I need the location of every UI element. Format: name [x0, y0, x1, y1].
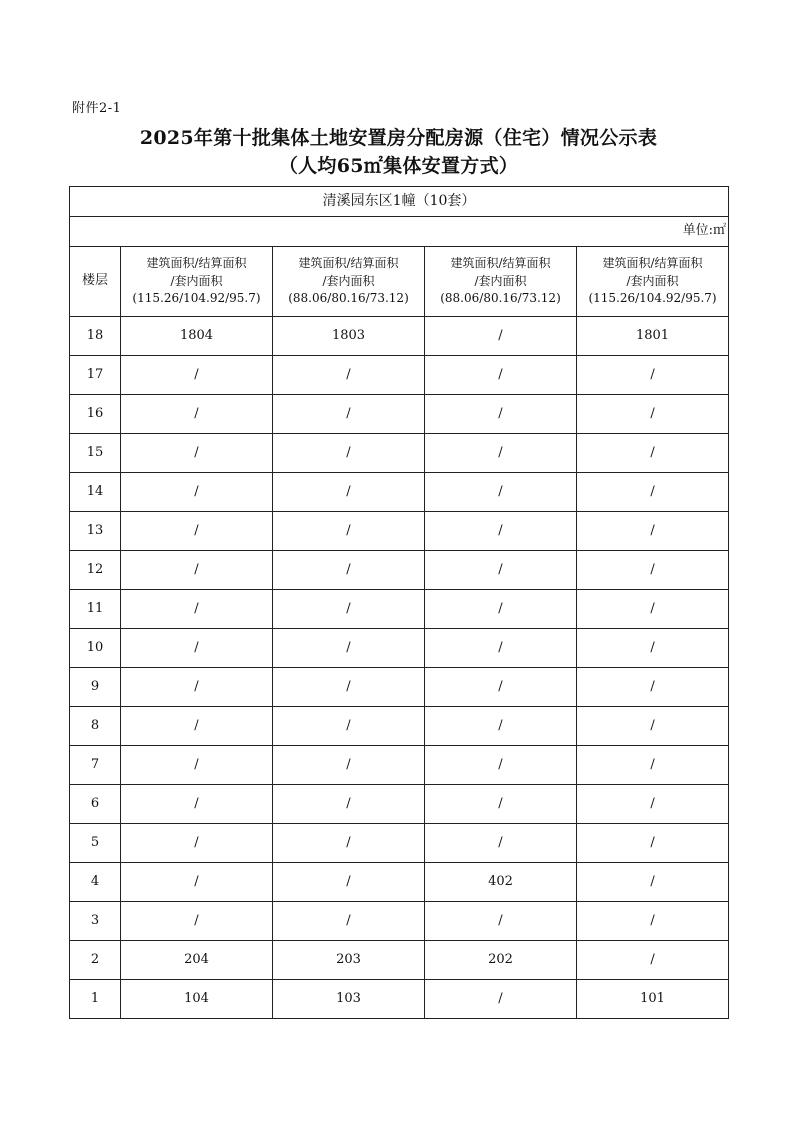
floor-cell: 6: [70, 785, 121, 824]
floor-cell: 9: [70, 668, 121, 707]
column-header-line1: 建筑面积/结算面积: [146, 256, 247, 271]
floor-cell: 1: [70, 980, 121, 1019]
page-subtitle: （人均65㎡集体安置方式）: [278, 155, 519, 177]
floor-cell: 12: [70, 551, 121, 590]
unit-cell: /: [121, 707, 273, 746]
table-row: [70, 629, 729, 668]
unit-cell: /: [273, 434, 425, 473]
unit-cell: 103: [273, 980, 425, 1019]
column-header-line1: 建筑面积/结算面积: [298, 256, 399, 271]
floor-cell: 14: [70, 473, 121, 512]
column-header: [121, 247, 273, 317]
table-row: [70, 512, 729, 551]
column-header-line2: /套内面积: [626, 273, 679, 288]
housing-table: [69, 186, 729, 1019]
unit-cell: /: [121, 902, 273, 941]
floor-cell: 16: [70, 395, 121, 434]
unit-cell: /: [121, 551, 273, 590]
table-row: [70, 395, 729, 434]
unit-cell: /: [577, 863, 729, 902]
unit-cell: /: [577, 668, 729, 707]
unit-cell: /: [121, 590, 273, 629]
unit-cell: /: [121, 668, 273, 707]
table-row: [70, 590, 729, 629]
attachment-label: 附件2-1: [72, 101, 122, 116]
unit-cell: /: [425, 512, 577, 551]
floor-cell: 3: [70, 902, 121, 941]
unit-cell: /: [121, 434, 273, 473]
table-row: [70, 317, 729, 356]
column-header-areas: (115.26/104.92/95.7): [132, 291, 261, 306]
unit-cell: /: [121, 863, 273, 902]
column-header: [425, 247, 577, 317]
unit-cell: /: [577, 395, 729, 434]
floor-cell: 4: [70, 863, 121, 902]
column-header-line1: 建筑面积/结算面积: [450, 256, 551, 271]
unit-cell: /: [425, 317, 577, 356]
floor-cell: 18: [70, 317, 121, 356]
unit-label: 单位:㎡: [70, 217, 729, 247]
unit-cell: /: [121, 395, 273, 434]
column-header-line2: /套内面积: [474, 273, 527, 288]
unit-cell: /: [425, 629, 577, 668]
unit-cell: /: [121, 746, 273, 785]
unit-cell: /: [425, 746, 577, 785]
unit-cell: /: [577, 590, 729, 629]
unit-cell: 1803: [273, 317, 425, 356]
unit-cell: 204: [121, 941, 273, 980]
unit-cell: /: [273, 746, 425, 785]
unit-cell: /: [121, 512, 273, 551]
header-row: [70, 247, 729, 317]
table-row: [70, 668, 729, 707]
unit-cell: 402: [425, 863, 577, 902]
floor-header: 楼层: [70, 247, 121, 317]
unit-cell: /: [425, 980, 577, 1019]
unit-cell: /: [577, 551, 729, 590]
unit-cell: /: [273, 863, 425, 902]
table-row: [70, 434, 729, 473]
floor-cell: 15: [70, 434, 121, 473]
column-header-areas: (115.26/104.92/95.7): [588, 291, 717, 306]
unit-cell: /: [425, 434, 577, 473]
unit-cell: /: [425, 707, 577, 746]
table-row: [70, 551, 729, 590]
unit-cell: /: [273, 395, 425, 434]
unit-cell: /: [425, 395, 577, 434]
column-header: [577, 247, 729, 317]
column-header: [273, 247, 425, 317]
section-title: 清溪园东区1幢（10套）: [70, 187, 729, 217]
unit-cell: /: [425, 824, 577, 863]
unit-cell: 1804: [121, 317, 273, 356]
column-header-line2: /套内面积: [170, 273, 223, 288]
table-row: [70, 863, 729, 902]
unit-cell: /: [577, 824, 729, 863]
unit-cell: /: [273, 356, 425, 395]
unit-cell: /: [273, 707, 425, 746]
floor-cell: 7: [70, 746, 121, 785]
column-header-areas: (88.06/80.16/73.12): [288, 291, 409, 306]
table-row: [70, 356, 729, 395]
unit-cell: /: [121, 629, 273, 668]
unit-cell: /: [121, 824, 273, 863]
table-row: [70, 746, 729, 785]
unit-cell: /: [273, 551, 425, 590]
unit-cell: /: [273, 668, 425, 707]
unit-cell: 101: [577, 980, 729, 1019]
section-row: [70, 187, 729, 217]
column-header-line1: 建筑面积/结算面积: [602, 256, 703, 271]
table-row: [70, 785, 729, 824]
unit-cell: /: [577, 902, 729, 941]
unit-cell: /: [273, 473, 425, 512]
table-row: [70, 707, 729, 746]
unit-cell: /: [577, 746, 729, 785]
floor-cell: 10: [70, 629, 121, 668]
unit-cell: /: [425, 473, 577, 512]
unit-cell: /: [577, 473, 729, 512]
unit-cell: /: [425, 902, 577, 941]
unit-cell: /: [273, 629, 425, 668]
unit-cell: /: [273, 824, 425, 863]
table-row: [70, 941, 729, 980]
table-row: [70, 824, 729, 863]
unit-cell: /: [425, 590, 577, 629]
unit-cell: 104: [121, 980, 273, 1019]
unit-cell: /: [425, 668, 577, 707]
unit-cell: 203: [273, 941, 425, 980]
unit-cell: /: [577, 512, 729, 551]
unit-cell: /: [425, 551, 577, 590]
unit-cell: /: [577, 707, 729, 746]
unit-cell: /: [577, 356, 729, 395]
unit-cell: 1801: [577, 317, 729, 356]
unit-cell: /: [577, 941, 729, 980]
table-row: [70, 902, 729, 941]
unit-cell: /: [121, 473, 273, 512]
floor-cell: 17: [70, 356, 121, 395]
floor-cell: 2: [70, 941, 121, 980]
unit-cell: /: [577, 785, 729, 824]
unit-cell: /: [425, 785, 577, 824]
unit-cell: 202: [425, 941, 577, 980]
page-title: 2025年第十批集体土地安置房分配房源（住宅）情况公示表: [139, 127, 658, 149]
floor-cell: 8: [70, 707, 121, 746]
unit-cell: /: [273, 902, 425, 941]
unit-cell: /: [425, 356, 577, 395]
table-row: [70, 473, 729, 512]
unit-cell: /: [577, 629, 729, 668]
floor-cell: 11: [70, 590, 121, 629]
floor-cell: 13: [70, 512, 121, 551]
column-header-line2: /套内面积: [322, 273, 375, 288]
unit-cell: /: [121, 785, 273, 824]
unit-cell: /: [577, 434, 729, 473]
table-row: [70, 980, 729, 1019]
column-header-areas: (88.06/80.16/73.12): [440, 291, 561, 306]
floor-cell: 5: [70, 824, 121, 863]
unit-cell: /: [121, 356, 273, 395]
unit-cell: /: [273, 512, 425, 551]
unit-cell: /: [273, 590, 425, 629]
unit-row: [70, 217, 729, 247]
unit-cell: /: [273, 785, 425, 824]
